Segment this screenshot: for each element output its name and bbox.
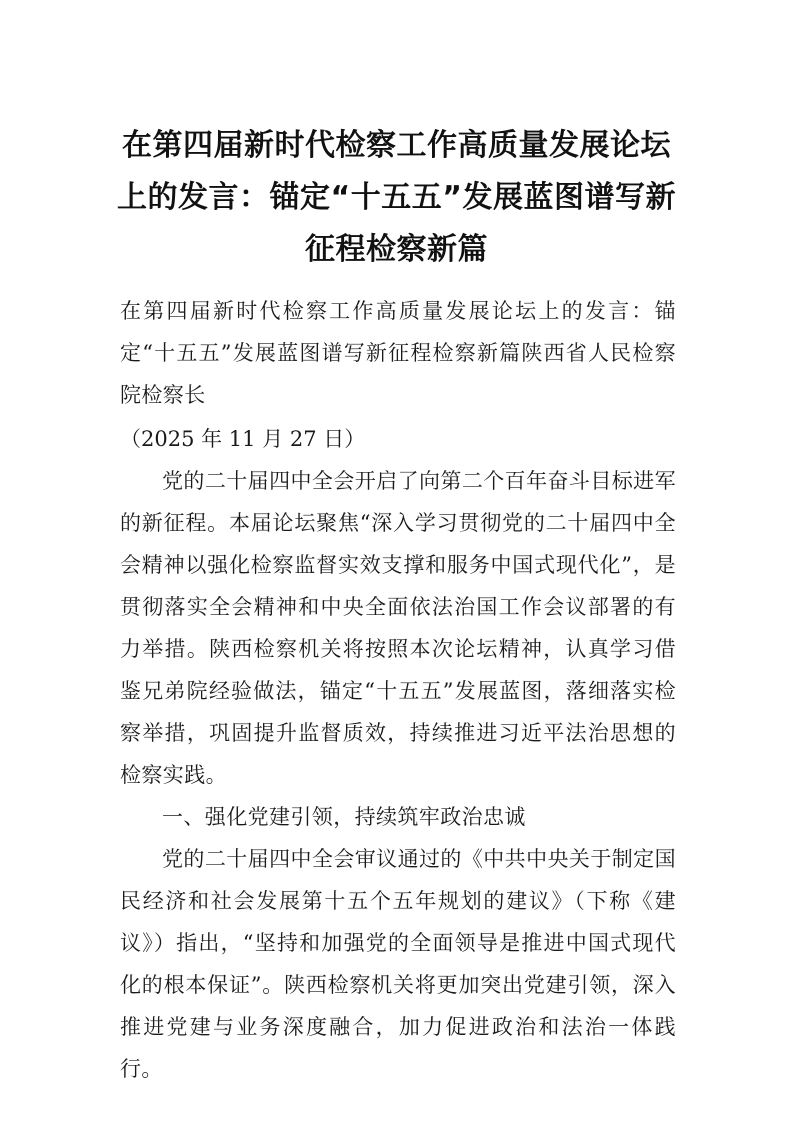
body-paragraph: 党的二十届四中全会开启了向第二个百年奋斗目标进军的新征程。本届论坛聚焦“深入学习贯彻党的二十届四中全会精神以强化检察监督实效支撑和服务中国式现代化”，是贯彻落实全会精神和中央全面依法治国工作会议部署的有力举措。陕西检察机关将按照本次论坛精神，认真学习借鉴兄弟院经验做法，锚定“十五五”发展蓝图，落细落实检察举措，巩固提升监督质效，持续推进习近平法治思想的检察实践。 xyxy=(120,469,676,787)
section-heading: 一、强化党建引领，持续筑牢政治忠诚 xyxy=(162,805,526,829)
document-title: 在第四届新时代检察工作高质量发展论坛上的发言：锚定“十五五”发展蓝图谱写新征程检察新篇 xyxy=(117,128,676,267)
speech-date: （2025 年 11 月 27 日） xyxy=(120,427,366,451)
document-subtitle: 在第四届新时代检察工作高质量发展论坛上的发言：锚定“十五五”发展蓝图谱写新征程检察新篇陕西省人民检察院检察长 xyxy=(120,299,676,407)
body-paragraph: 党的二十届四中全会审议通过的《中共中央关于制定国民经济和社会发展第十五个五年规划的建议》（下称《建议》）指出，“坚持和加强党的全面领导是推进中国式现代化的根本保证”。陕西检察机关将更加突出党建引领，深入推进党建与业务深度融合，加力促进政治和法治一体践行。 xyxy=(120,847,676,1081)
document-body xyxy=(120,460,676,1090)
